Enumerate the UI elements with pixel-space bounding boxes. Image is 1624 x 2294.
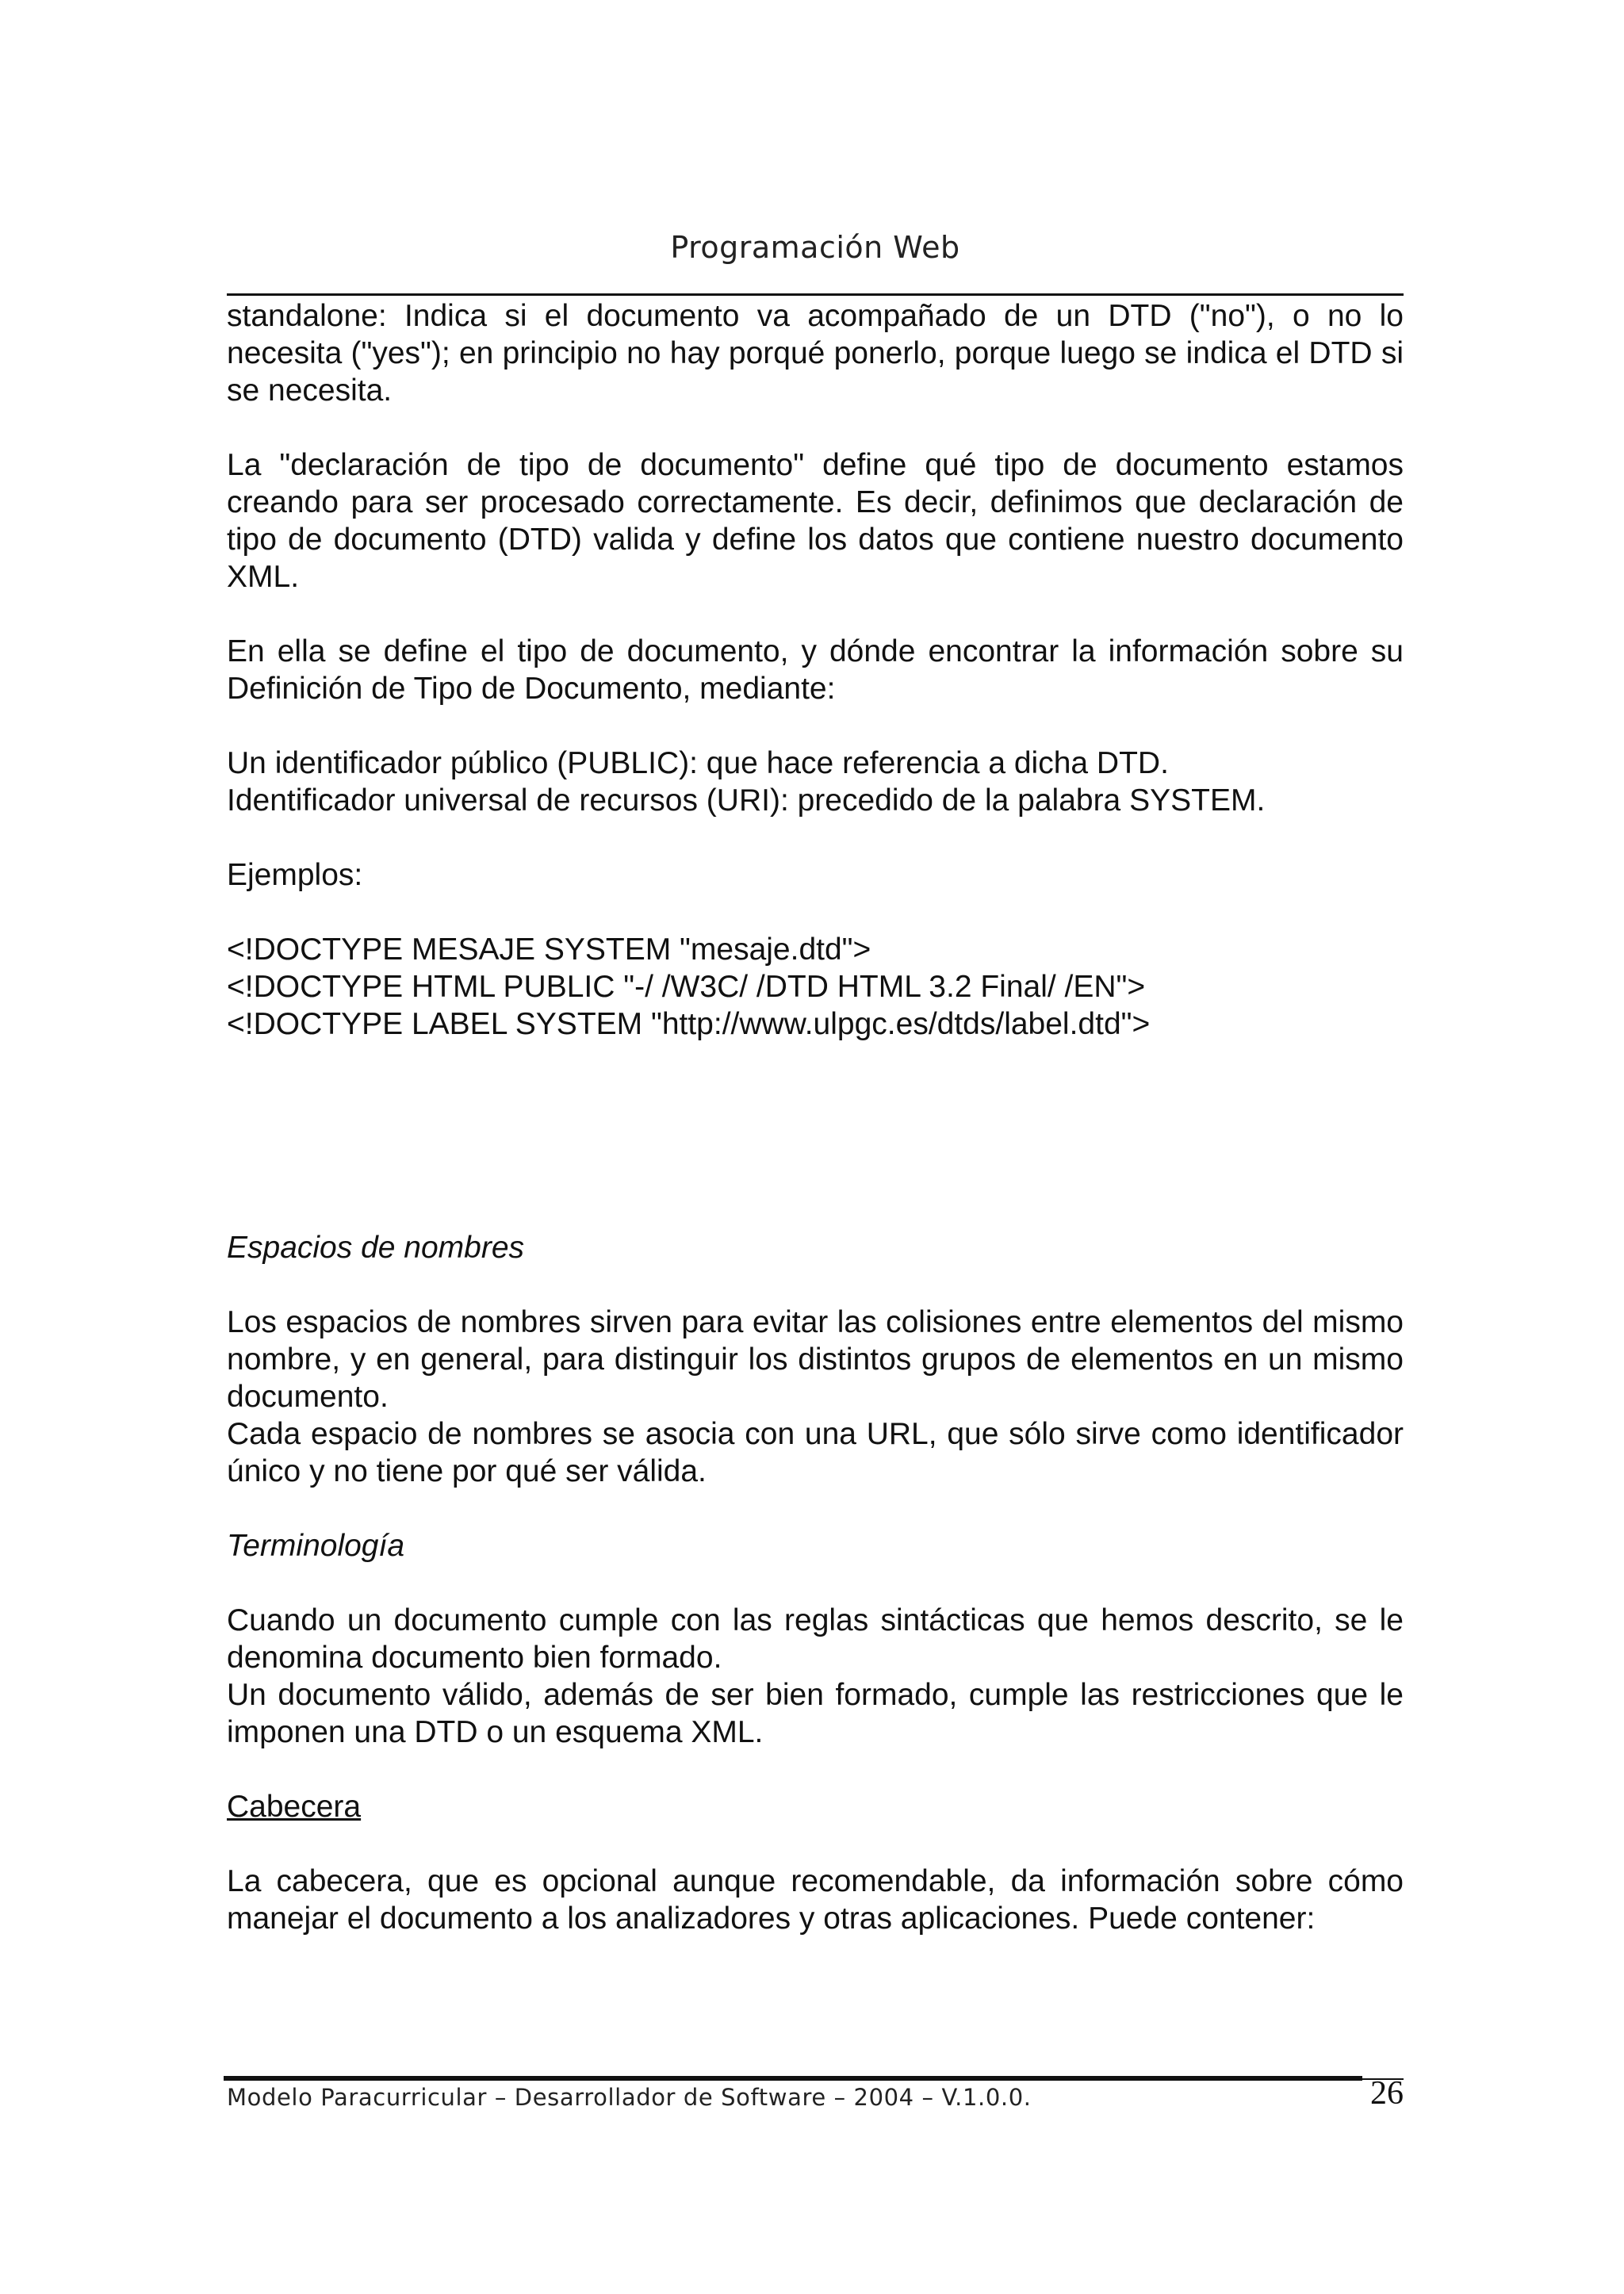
- running-header: Programación Web: [670, 230, 960, 265]
- examples-label: Ejemplos:: [227, 858, 363, 892]
- page-content: [227, 297, 1404, 1937]
- namespaces-paragraph: Los espacios de nombres sirven para evitar las colisiones entre elementos del mismo nombre, y en general, para distinguir los distintos grupos de elementos en un mismo documento.: [227, 1305, 1404, 1414]
- standalone-paragraph: standalone: Indica si el documento va acompañado de un DTD ("no"), o no lo necesita ("yes"); en principio no hay porqué ponerlo, porque luego se indica el DTD si se necesita.: [227, 299, 1404, 408]
- example-line: <!DOCTYPE LABEL SYSTEM "http://www.ulpgc.es/dtds/label.dtd">: [227, 1007, 1151, 1041]
- namespaces-paragraph: Cada espacio de nombres se asocia con una URL, que sólo sirve como identificador único y no tiene por qué ser válida.: [227, 1417, 1404, 1488]
- uri-identifier-line: Identificador universal de recursos (URI): precedido de la palabra SYSTEM.: [227, 783, 1266, 818]
- header-rule: [227, 293, 1404, 296]
- namespaces-heading: Espacios de nombres: [227, 1231, 525, 1265]
- example-line: <!DOCTYPE HTML PUBLIC "-/ /W3C/ /DTD HTML 3.2 Final/ /EN">: [227, 970, 1146, 1004]
- example-line: <!DOCTYPE MESAJE SYSTEM "mesaje.dtd">: [227, 933, 871, 967]
- ella-paragraph: En ella se define el tipo de documento, y dónde encontrar la información sobre su Definición de Tipo de Documento, mediante:: [227, 634, 1404, 706]
- terminology-paragraph: Cuando un documento cumple con las reglas sintácticas que hemos descrito, se le denomina documento bien formado.: [227, 1603, 1404, 1675]
- running-footer: Modelo Paracurricular – Desarrollador de Software – 2004 – V.1.0.0.: [227, 2084, 1032, 2111]
- footer-rule: [224, 2076, 1362, 2081]
- terminology-heading: Terminología: [227, 1529, 405, 1563]
- public-identifier-line: Un identificador público (PUBLIC): que hace referencia a dicha DTD.: [227, 746, 1169, 780]
- cabecera-heading: Cabecera: [227, 1790, 362, 1824]
- page-number: 26: [1370, 2075, 1404, 2112]
- doctype-declaration-paragraph: La "declaración de tipo de documento" define qué tipo de documento estamos creando para ser procesado correctamente. Es decir, definimos que declaración de tipo de documento (DTD) valida y define los datos que contiene nuestro documento XML.: [227, 448, 1404, 594]
- cabecera-paragraph: La cabecera, que es opcional aunque recomendable, da información sobre cómo manejar el documento a los analizadores y otras aplicaciones. Puede contener:: [227, 1864, 1404, 1936]
- terminology-paragraph: Un documento válido, además de ser bien formado, cumple las restricciones que le imponen una DTD o un esquema XML.: [227, 1678, 1404, 1749]
